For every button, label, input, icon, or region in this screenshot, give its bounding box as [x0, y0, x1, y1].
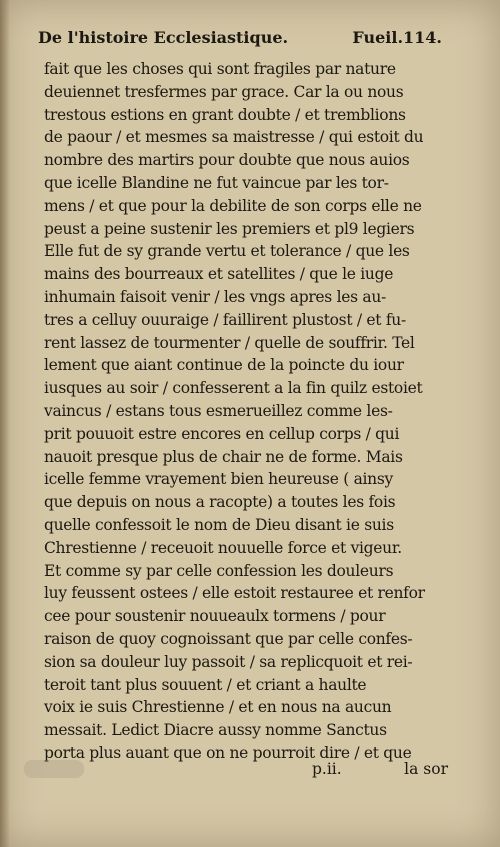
text-line: voix ie suis Chrestienne / et en nous na aucun	[44, 698, 392, 717]
text-line: raison de quoy cognoissant que par celle confes-	[44, 629, 413, 648]
text-line: mens / et que pour la debilite de son corps elle ne	[44, 196, 422, 215]
text-line: cee pour soustenir nouueaulx tormens / pour	[44, 607, 386, 626]
text-line: que icelle Blandine ne fut vaincue par les tor-	[44, 173, 389, 192]
body-text	[44, 58, 444, 765]
page-gutter-shadow	[0, 0, 10, 847]
signature-mark: p.ii.	[312, 760, 342, 778]
text-line: peust a peine sustenir les premiers et pl9 legiers	[44, 219, 415, 238]
text-line: icelle femme vrayement bien heureuse ( ainsy	[44, 470, 393, 489]
text-line: iusques au soir / confesserent a la fin quilz estoiet	[44, 379, 423, 398]
text-line: trestous estions en grant doubte / et tremblions	[44, 105, 406, 124]
running-header	[38, 28, 442, 47]
text-line: nombre des martirs pour doubte que nous auios	[44, 151, 410, 170]
text-line: prit pouuoit estre encores en cellup corps / qui	[44, 424, 400, 443]
text-line: Chrestienne / receuoit nouuelle force et vigeur.	[44, 538, 402, 557]
text-line: rent lassez de tourmenter / quelle de souffrir. Tel	[44, 333, 415, 352]
running-title: De l'histoire Ecclesiastique.	[38, 28, 289, 47]
page-footer	[40, 760, 448, 782]
text-line: messait. Ledict Diacre aussy nomme Sanctus	[44, 721, 387, 740]
text-line: porta plus auant que on ne pourroit dire / et que	[44, 743, 412, 762]
text-line: nauoit presque plus de chair ne de forme. Mais	[44, 447, 403, 466]
folio-number: Fueil.114.	[352, 28, 442, 47]
text-line: vaincus / estans tous esmerueillez comme les-	[44, 401, 393, 420]
text-line: deuiennet tresfermes par grace. Car la ou nous	[44, 82, 404, 101]
text-line: de paour / et mesmes sa maistresse / qui estoit du	[44, 128, 424, 147]
catchword: la sor	[404, 760, 448, 778]
text-line: luy feussent ostees / elle estoit restauree et renfor	[44, 584, 425, 603]
text-line: Et comme sy par celle confession les douleurs	[44, 561, 394, 580]
text-line: teroit tant plus souuent / et criant a haulte	[44, 675, 367, 694]
text-line: quelle confessoit le nom de Dieu disant ie suis	[44, 515, 394, 534]
text-line: que depuis on nous a racopte) a toutes les fois	[44, 493, 396, 512]
text-line: fait que les choses qui sont fragiles par nature	[44, 60, 396, 78]
text-line: lement que aiant continue de la poincte du iour	[44, 356, 404, 375]
text-line: inhumain faisoit venir / les vngs apres les au-	[44, 287, 386, 306]
text-line: mains des bourreaux et satellites / que le iuge	[44, 265, 394, 284]
text-line: sion sa douleur luy passoit / sa replicquoit et rei-	[44, 652, 413, 671]
text-line: Elle fut de sy grande vertu et tolerance / que les	[44, 242, 410, 261]
text-line: tres a celluy ouuraige / faillirent plustost / et fu-	[44, 310, 406, 329]
